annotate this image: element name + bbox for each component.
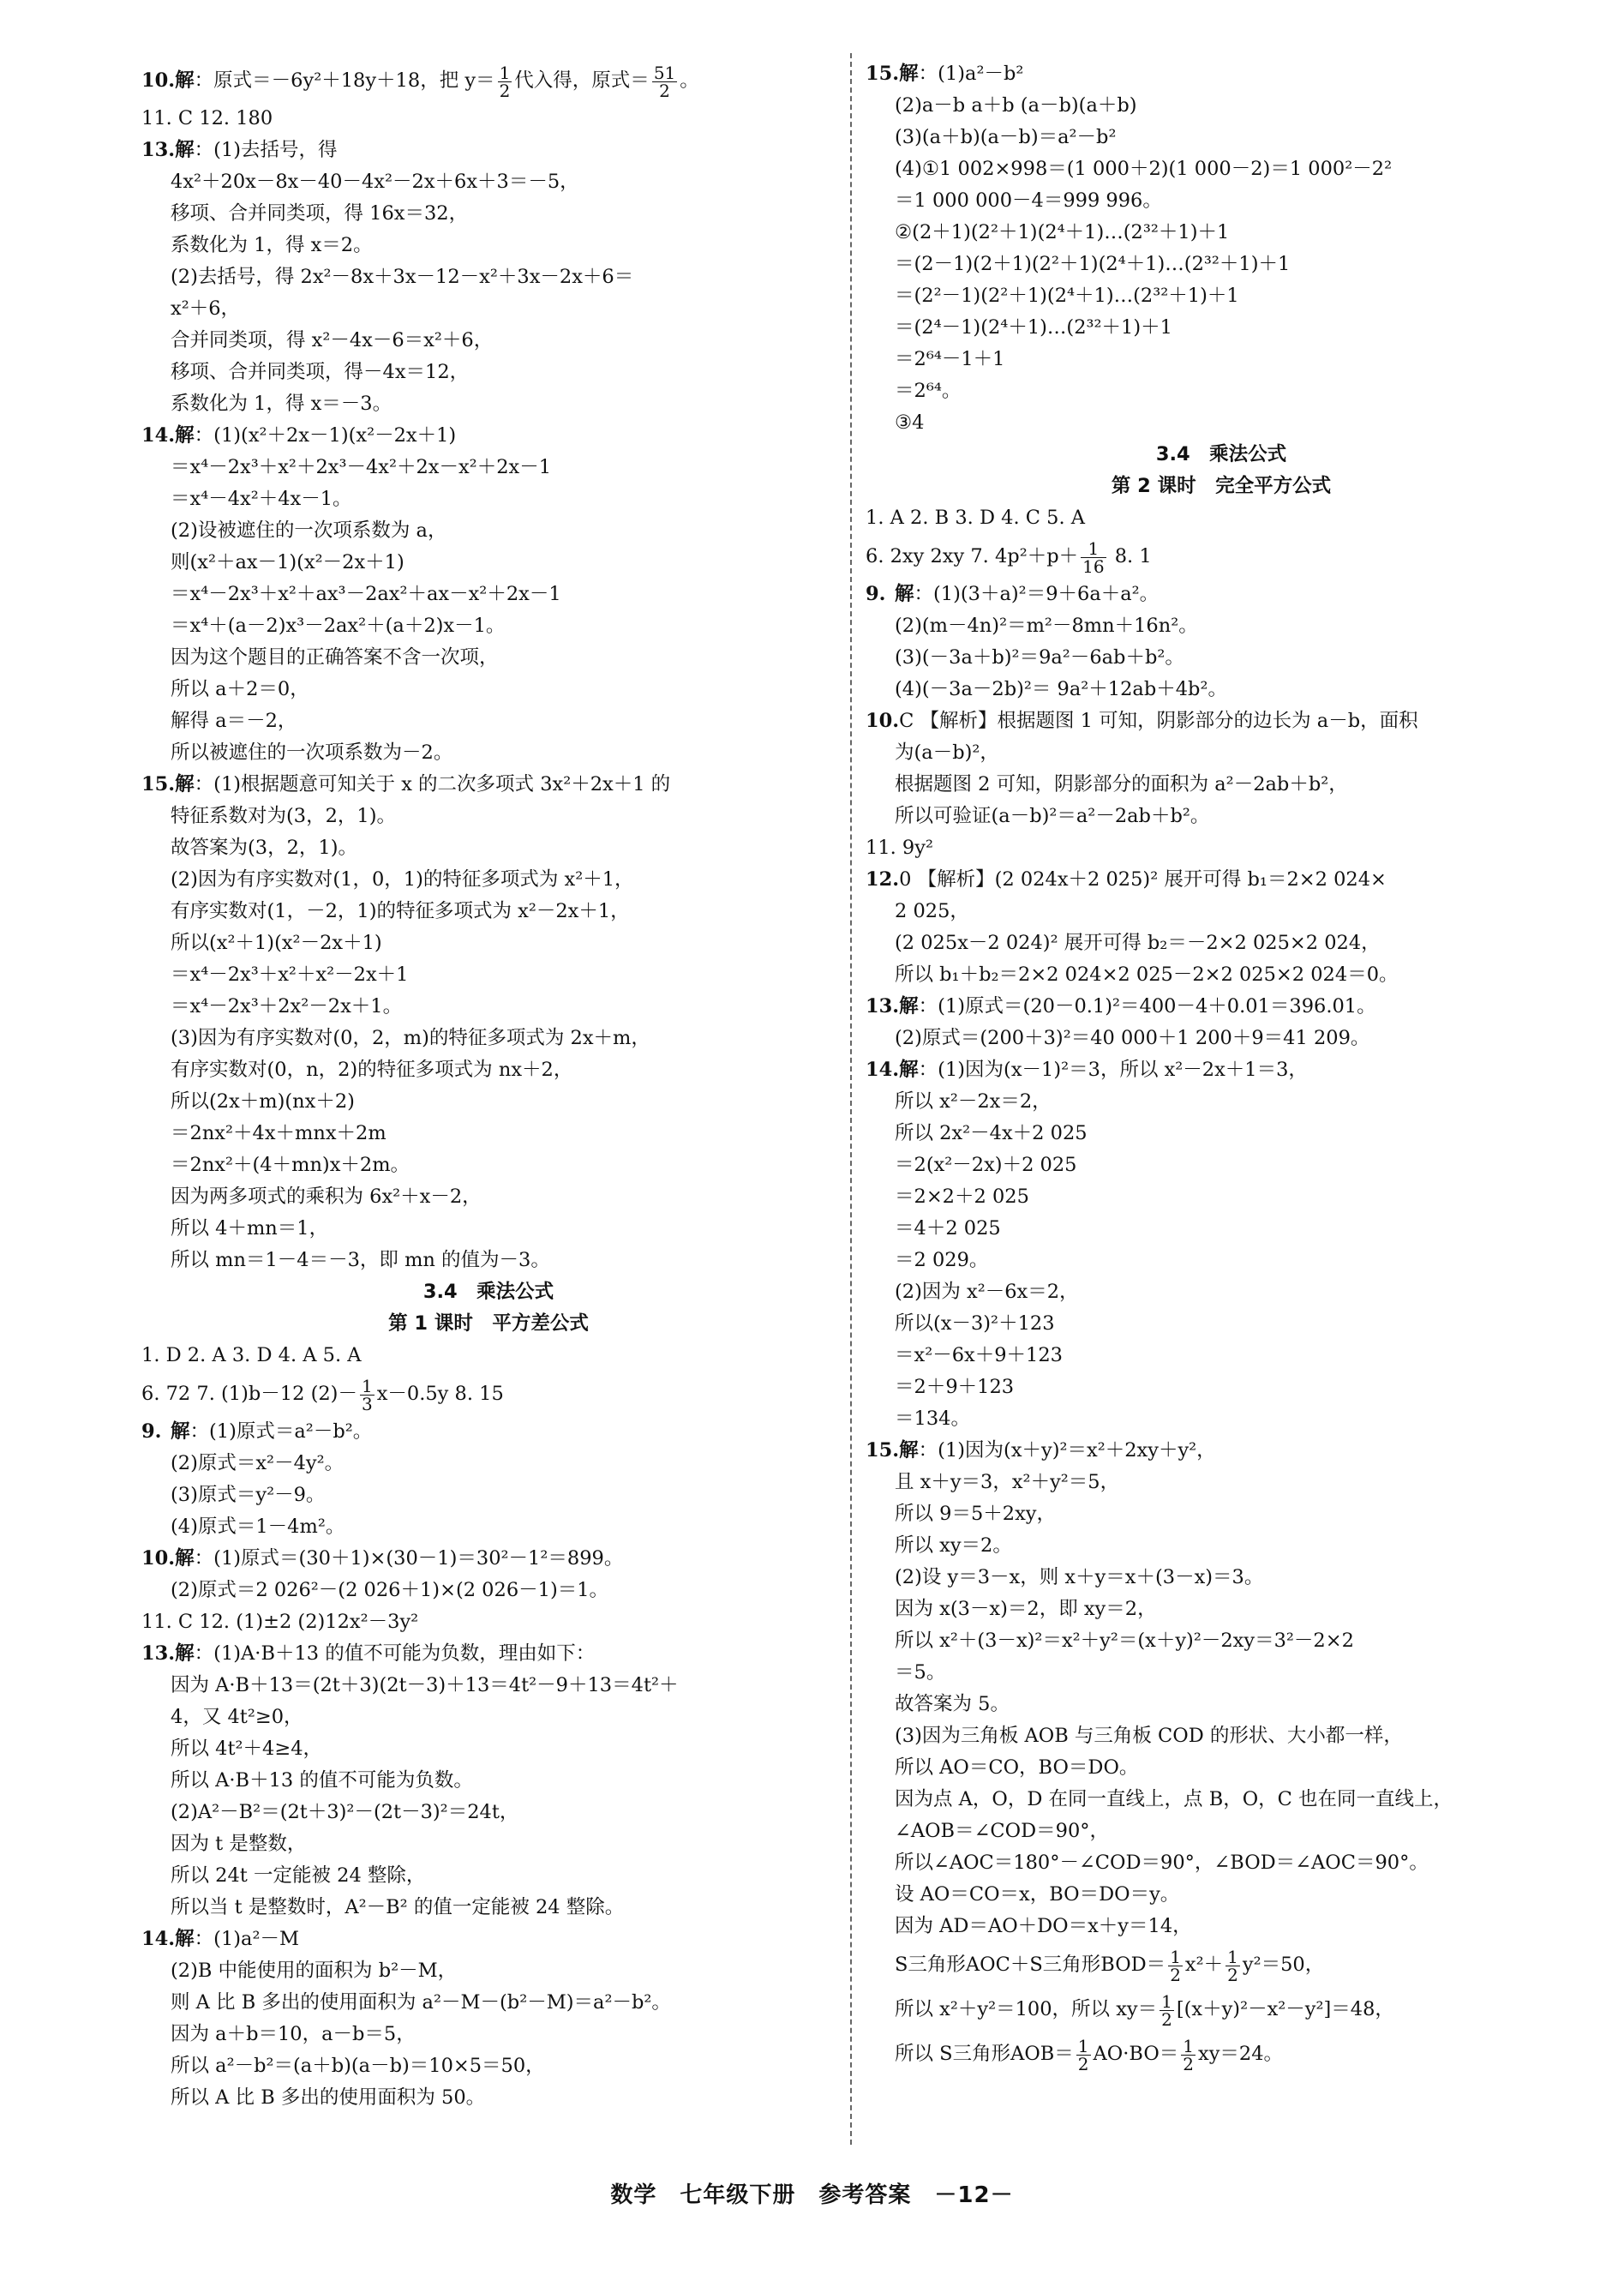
solution-line: ＝x⁴＋(a－2)x³－2ax²＋(a＋2)x－1。 — [171, 615, 506, 637]
answer-15b: 15.解：(1)因为(x＋y)²＝x²＋2xy＋y²， — [866, 1439, 1216, 1462]
solution-line: 所以(x－3)²＋123 — [895, 1312, 1055, 1335]
solution-line: (3)原式＝y²－9。 — [171, 1484, 326, 1506]
answer-13: 13.解：(1)去括号，得 — [141, 139, 338, 161]
solution-line: 所以(2x＋m)(nx＋2) — [171, 1090, 355, 1113]
solution-line: ＝2＋9＋123 — [895, 1376, 1015, 1398]
solution-line: (2)因为有序实数对(1，0，1)的特征多项式为 x²＋1， — [171, 868, 634, 891]
solution-line: ＝(2⁴－1)(2⁴＋1)…(2³²＋1)＋1 — [895, 316, 1172, 339]
answer-10: 10.C 【解析】根据题图 1 可知，阴影部分的边长为 a－b，面积 — [866, 710, 1418, 732]
solution-line: 移项、合并同类项，得－4x＝12， — [171, 361, 470, 383]
solution-line: ③4 — [895, 411, 925, 434]
solution-line: (2)设被遮住的一次项系数为 a， — [171, 519, 447, 542]
solution-line: 所以 b₁＋b₂＝2×2 024×2 025－2×2 025×2 024＝0。 — [895, 963, 1399, 986]
solution-line: (2)B 中能使用的面积为 b²－M， — [171, 1960, 458, 1982]
solution-line: (2)原式＝x²－4y²。 — [171, 1452, 345, 1474]
fraction: $\frac{51}{2}$ — [653, 62, 676, 101]
solution-line: (2)原式＝2 026²－(2 026＋1)×(2 026－1)＝1。 — [171, 1579, 609, 1601]
solution-line: ＝(2²－1)(2²＋1)(2⁴＋1)…(2³²＋1)＋1 — [895, 285, 1239, 307]
solution-line: ＝x⁴－2x³＋2x²－2x＋1。 — [171, 995, 403, 1017]
solution-line: 有序实数对(0，n，2)的特征多项式为 nx＋2， — [171, 1059, 573, 1081]
solution-line: (3)因为有序实数对(0，2，m)的特征多项式为 2x＋m， — [171, 1027, 650, 1049]
solution-line: 所以 A 比 B 多出的使用面积为 50。 — [171, 2086, 486, 2109]
answer-13b: 13.解：(1)A·B＋13 的值不可能为负数，理由如下： — [141, 1642, 596, 1665]
answer-9: 9. 解：(1)(3＋a)²＝9＋6a＋a²。 — [866, 583, 1160, 605]
solution-line: ＝1 000 000－4＝999 996。 — [895, 189, 1162, 212]
solution-line: (4)(－3a－2b)²＝ 9a²＋12ab＋4b²。 — [895, 678, 1227, 700]
section-heading: 3.4 乘法公式 — [1155, 443, 1287, 465]
solution-line: 设 AO＝CO＝x，BO＝DO＝y。 — [895, 1883, 1180, 1906]
answer-10b: 10.解：(1)原式＝(30＋1)×(30－1)＝30²－1²＝899。 — [141, 1547, 624, 1570]
page-footer: 数学 七年级下册 参考答案 －12－ — [610, 2182, 1014, 2208]
solution-line: ②(2＋1)(2²＋1)(2⁴＋1)…(2³²＋1)＋1 — [895, 221, 1230, 243]
solution-line: 所以 mn＝1－4＝－3，即 mn 的值为－3。 — [171, 1249, 550, 1271]
solution-line: 所以当 t 是整数时，A²－B² 的值一定能被 24 整除。 — [171, 1896, 625, 1918]
solution-line: (3)因为三角板 AOB 与三角板 COD 的形状、大小都一样， — [895, 1725, 1403, 1747]
solution-line: 因为 x(3－x)＝2，即 xy＝2， — [895, 1598, 1157, 1620]
solution-line: ＝134。 — [895, 1408, 970, 1430]
solution-line: 所以 A·B＋13 的值不可能为负数。 — [171, 1769, 473, 1792]
answer-11: 11. 9y² — [866, 837, 933, 859]
section-heading: 3.4 乘法公式 — [422, 1281, 554, 1303]
solution-line: 则(x²＋ax－1)(x²－2x＋1) — [171, 551, 405, 573]
solution-line: (2)原式＝(200＋3)²＝40 000＋1 200＋9＝41 209。 — [895, 1027, 1370, 1049]
formula-line: 所以 x²＋y²＝100，所以 xy＝ $\frac{1}{2}$ [(x＋y)²－x²－y²]＝48， — [895, 1990, 1394, 2030]
solution-line: 所以 2x²－4x＋2 025 — [895, 1122, 1088, 1144]
solution-line: (2)因为 x²－6x＝2， — [895, 1281, 1079, 1303]
fraction: $\frac{1}{2}$ — [1227, 1946, 1238, 1985]
solution-line: (2)去括号，得 2x²－8x＋3x－12－x²＋3x－2x＋6＝ — [171, 266, 634, 288]
solution-line: (3)(a＋b)(a－b)＝a²－b² — [895, 126, 1117, 148]
solution-line: ＝4＋2 025 — [895, 1217, 1001, 1240]
solution-line: 故答案为(3，2，1)。 — [171, 837, 358, 859]
solution-line: ＝x²－6x＋9＋123 — [895, 1344, 1063, 1366]
solution-line: (2)A²－B²＝(2t＋3)²－(2t－3)²＝24t， — [171, 1801, 519, 1823]
solution-line: 且 x＋y＝3，x²＋y²＝5， — [895, 1471, 1120, 1493]
solution-line: ＝5。 — [895, 1661, 946, 1684]
answer-6-8: 6. 72 7. (1)b－12 (2)－ $\frac{1}{3}$ x－0.5y 8. 15 — [141, 1375, 504, 1414]
solution-line: ＝x⁴－4x²＋4x－1。 — [171, 488, 352, 510]
solution-line: ＝2⁶⁴。 — [895, 380, 962, 402]
solution-line: 所以 a＋2＝0， — [171, 678, 309, 700]
solution-line: 则 A 比 B 多出的使用面积为 a²－M－(b²－M)＝a²－b²。 — [171, 1991, 671, 2014]
solution-line: x²＋6， — [171, 297, 241, 320]
solution-line: 所以 x²－2x＝2， — [895, 1090, 1052, 1113]
lesson-heading: 第 1 课时 平方差公式 — [388, 1312, 589, 1335]
answer-6-8: 6. 2xy 2xy 7. 4p²＋p＋ $\frac{1}{16}$ 8. 1 — [866, 537, 1152, 577]
solution-line: 特征系数对为(3，2，1)。 — [171, 805, 397, 827]
solution-line: 因为点 A，O，D 在同一直线上，点 B，O，C 也在同一直线上， — [895, 1788, 1453, 1810]
lesson-heading: 第 2 课时 完全平方公式 — [1111, 475, 1332, 497]
solution-line: (2)a－b a＋b (a－b)(a＋b) — [895, 94, 1137, 117]
solution-line: ＝(2－1)(2＋1)(2²＋1)(2⁴＋1)…(2³²＋1)＋1 — [895, 253, 1291, 275]
solution-line: 4，又 4t²≥0， — [171, 1706, 303, 1728]
answer-11-12b: 11. C 12. (1)±2 (2)12x²－3y² — [141, 1611, 419, 1633]
solution-line: ＝x⁴－2x³＋x²＋2x³－4x²＋2x－x²＋2x－1 — [171, 456, 552, 478]
solution-line: 移项、合并同类项，得 16x＝32， — [171, 202, 469, 225]
solution-line: 因为 a＋b＝10，a－b＝5， — [171, 2023, 416, 2045]
fraction: $\frac{1}{2}$ — [1161, 1990, 1172, 2030]
answer-1-5: 1. D 2. A 3. D 4. A 5. A — [141, 1344, 362, 1366]
answer-11-12: 11. C 12. 180 — [141, 107, 273, 129]
solution-line: ＝2nx²＋(4＋mn)x＋2m。 — [171, 1154, 410, 1176]
solution-line: ＝2×2＋2 025 — [895, 1186, 1029, 1208]
right-column — [866, 58, 1577, 2076]
answer-14b: 14.解：(1)a²－M — [141, 1928, 300, 1950]
solution-line: 4x²＋20x－8x－40－4x²－2x＋6x＋3＝－5， — [171, 171, 579, 193]
answer-9: 9. 解：(1)原式＝a²－b²。 — [141, 1420, 373, 1443]
solution-line: ＝x⁴－2x³＋x²＋x²－2x＋1 — [171, 963, 409, 986]
solution-line: 所以被遮住的一次项系数为－2。 — [171, 741, 453, 764]
solution-line: 所以 xy＝2。 — [895, 1534, 1012, 1557]
fraction: $\frac{1}{16}$ — [1082, 537, 1105, 577]
answer-10: 10.解：原式＝－6y²＋18y＋18，把 y＝ $\frac{1}{2}$ 代入得，原式＝ $\frac{51}{2}$ 。 — [141, 62, 699, 101]
solution-line: 因为两多项式的乘积为 6x²＋x－2， — [171, 1186, 482, 1208]
answer-15: 15.解：(1)根据题意可知关于 x 的二次多项式 3x²＋2x＋1 的 — [141, 773, 671, 795]
column-divider — [850, 53, 852, 2145]
fraction: $\frac{1}{2}$ — [1170, 1946, 1181, 1985]
solution-line: 所以 AO＝CO，BO＝DO。 — [895, 1756, 1139, 1779]
solution-line: 有序实数对(1，－2，1)的特征多项式为 x²－2x＋1， — [171, 900, 630, 922]
solution-line: 解得 a＝－2， — [171, 710, 297, 732]
solution-line: (2 025x－2 024)² 展开可得 b₂＝－2×2 025×2 024， — [895, 932, 1381, 954]
left-column — [141, 58, 836, 2114]
formula-line: S三角形AOC＋S三角形BOD＝ $\frac{1}{2}$ x²＋ $\frac{1}{2}$ y²＝50， — [895, 1946, 1325, 1985]
solution-line: 所以 4t²＋4≥4， — [171, 1738, 323, 1760]
solution-line: 系数化为 1，得 x＝2。 — [171, 234, 373, 256]
solution-line: (4)①1 002×998＝(1 000＋2)(1 000－2)＝1 000²－2² — [895, 158, 1393, 180]
answer-14: 14.解：(1)因为(x－1)²＝3，所以 x²－2x＋1＝3， — [866, 1059, 1308, 1081]
solution-line: 所以 4＋mn＝1， — [171, 1217, 329, 1240]
solution-line: 为(a－b)²， — [895, 741, 999, 764]
solution-line: (2)设 y＝3－x，则 x＋y＝x＋(3－x)＝3。 — [895, 1566, 1264, 1588]
solution-line: 所以可验证(a－b)²＝a²－2ab＋b²。 — [895, 805, 1210, 827]
solution-line: 因为 t 是整数， — [171, 1833, 307, 1855]
solution-line: 2 025， — [895, 900, 969, 922]
solution-line: ＝2⁶⁴－1＋1 — [895, 348, 1005, 370]
answer-14: 14.解：(1)(x²＋2x－1)(x²－2x＋1) — [141, 424, 457, 447]
solution-line: 所以 x²＋(3－x)²＝x²＋y²＝(x＋y)²－2xy＝3²－2×2 — [895, 1630, 1354, 1652]
solution-line: 因为 AD＝AO＋DO＝x＋y＝14， — [895, 1915, 1192, 1937]
solution-line: 根据题图 2 可知，阴影部分的面积为 a²－2ab＋b²， — [895, 773, 1348, 795]
answer-12: 12.0 【解析】(2 024x＋2 025)² 展开可得 b₁＝2×2 024× — [866, 868, 1387, 891]
solution-line: 所以(x²＋1)(x²－2x＋1) — [171, 932, 382, 954]
solution-line: ∠AOB＝∠COD＝90°， — [895, 1820, 1110, 1842]
solution-line: (2)(m－4n)²＝m²－8mn＋16n²。 — [895, 615, 1198, 637]
fraction: $\frac{1}{2}$ — [1077, 2035, 1089, 2074]
solution-line: 所以 24t 一定能被 24 整除， — [171, 1864, 426, 1887]
solution-line: 所以∠AOC＝180°－∠COD＝90°，∠BOD＝∠AOC＝90°。 — [895, 1852, 1429, 1874]
solution-line: ＝2 029。 — [895, 1249, 989, 1271]
solution-line: (4)原式＝1－4m²。 — [171, 1516, 345, 1538]
answer-15: 15.解：(1)a²－b² — [866, 63, 1024, 85]
solution-line: 所以 a²－b²＝(a＋b)(a－b)＝10×5＝50， — [171, 2055, 545, 2077]
answer-13: 13.解：(1)原式＝(20－0.1)²＝400－4＋0.01＝396.01。 — [866, 995, 1376, 1017]
solution-line: 因为 A·B＋13＝(2t＋3)(2t－3)＋13＝4t²－9＋13＝4t²＋ — [171, 1674, 679, 1696]
formula-line: 所以 S三角形AOB＝ $\frac{1}{2}$ AO·BO＝ $\frac{1}{2}$ xy＝24。 — [895, 2035, 1284, 2074]
solution-line: ＝2nx²＋4x＋mnx＋2m — [171, 1122, 387, 1144]
solution-line: ＝2(x²－2x)＋2 025 — [895, 1154, 1077, 1176]
answer-1-5: 1. A 2. B 3. D 4. C 5. A — [866, 507, 1085, 529]
solution-line: 因为这个题目的正确答案不含一次项， — [171, 646, 499, 669]
solution-line: 故答案为 5。 — [895, 1693, 1010, 1715]
fraction: $\frac{1}{2}$ — [499, 62, 511, 101]
solution-line: 所以 9＝5＋2xy， — [895, 1503, 1056, 1525]
solution-line: ＝x⁴－2x³＋x²＋ax³－2ax²＋ax－x²＋2x－1 — [171, 583, 561, 605]
fraction: $\frac{1}{2}$ — [1183, 2035, 1195, 2074]
solution-line: 系数化为 1，得 x＝－3。 — [171, 393, 393, 415]
solution-line: 合并同类项，得 x²－4x－6＝x²＋6， — [171, 329, 494, 351]
fraction: $\frac{1}{3}$ — [361, 1375, 373, 1414]
solution-line: (3)(－3a＋b)²＝9a²－6ab＋b²。 — [895, 646, 1184, 669]
